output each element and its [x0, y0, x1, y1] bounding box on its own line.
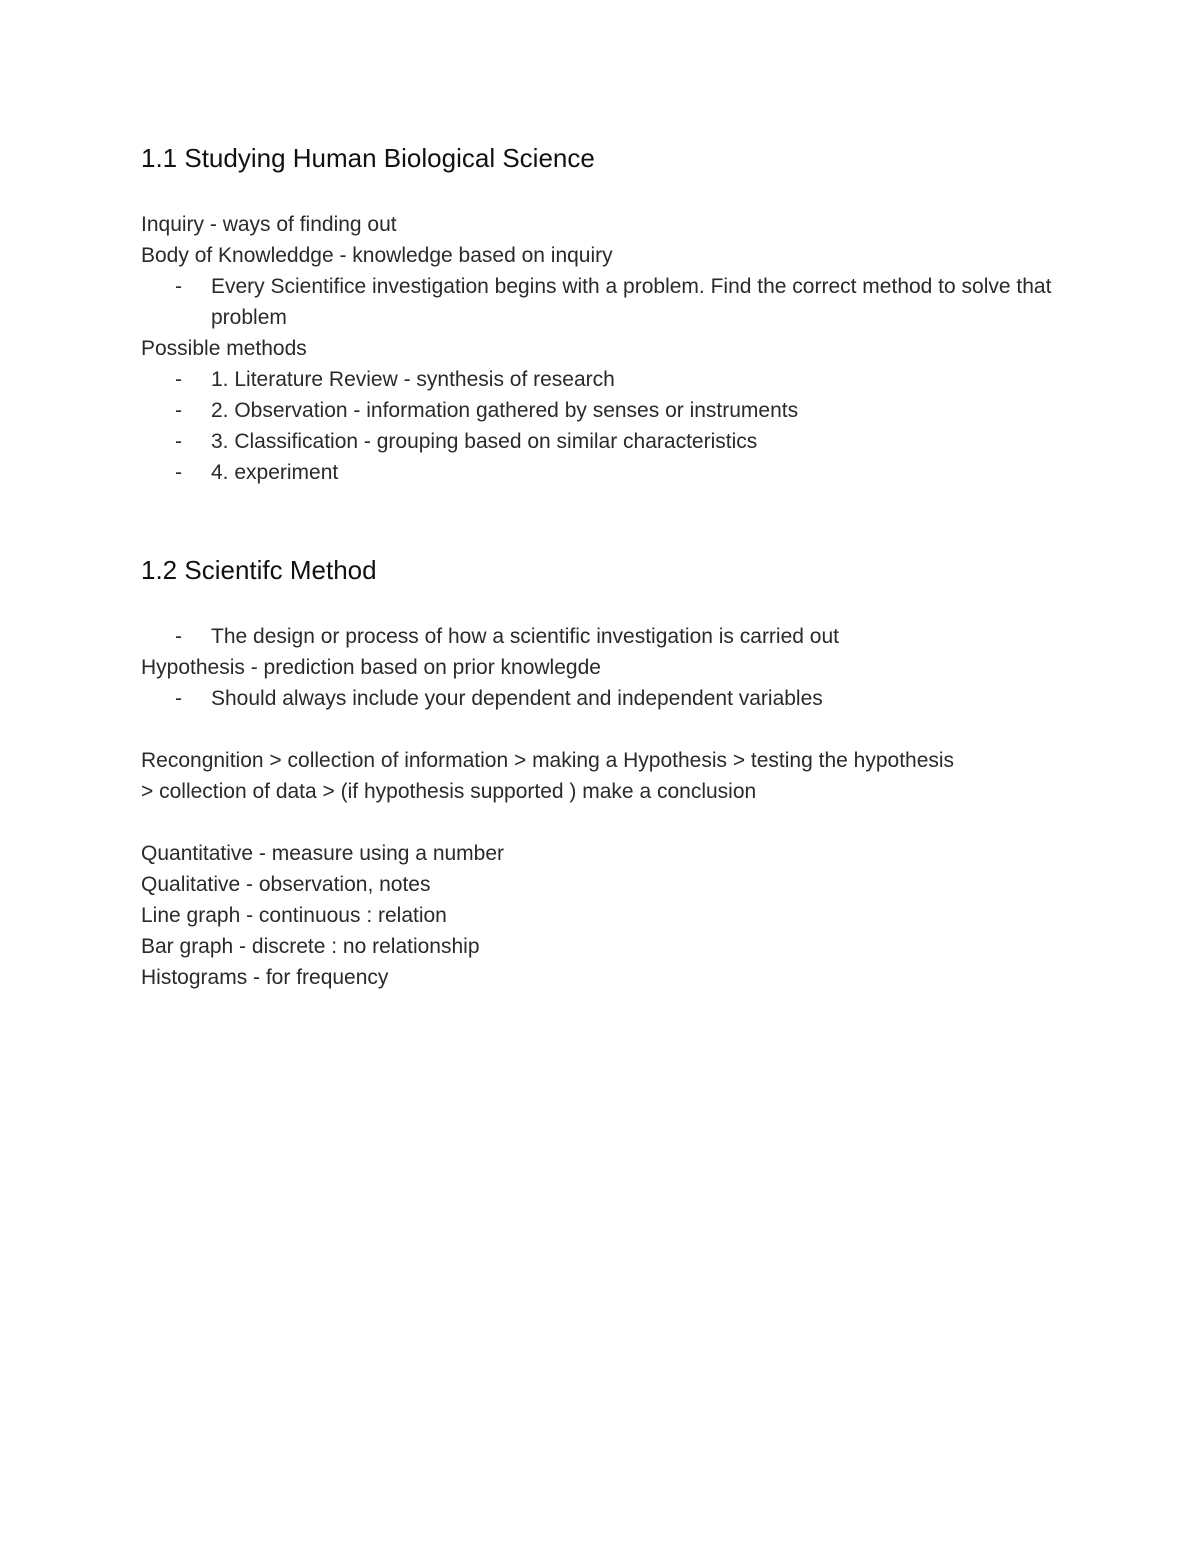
- spacer: [141, 488, 1061, 550]
- spacer: [141, 714, 1061, 745]
- bullet-dash: -: [175, 430, 182, 453]
- section-1-heading: 1.1 Studying Human Biological Science: [141, 143, 595, 173]
- hypothesis-line: Hypothesis - prediction based on prior knowlegde: [141, 656, 601, 679]
- spacer: [141, 807, 1061, 838]
- list-item: [141, 364, 1061, 395]
- list-item-text: 3. Classification - grouping based on similar characteristics: [211, 430, 758, 453]
- spacer: [141, 178, 1061, 209]
- section-2-heading: 1.2 Scientifc Method: [141, 555, 377, 585]
- list-item: [141, 683, 1061, 714]
- bullet-dash: -: [175, 368, 182, 391]
- list-item-text: 4. experiment: [211, 461, 339, 484]
- list-item-text: 1. Literature Review - synthesis of research: [211, 368, 615, 391]
- definition-line: Qualitative - observation, notes: [141, 873, 431, 896]
- definition-line: Histograms - for frequency: [141, 966, 389, 989]
- list-item: [141, 395, 1061, 426]
- definition-line: Line graph - continuous : relation: [141, 904, 447, 927]
- bullet-dash: -: [175, 399, 182, 422]
- body-of-knowledge-line: Body of Knowleddge - knowledge based on inquiry: [141, 244, 613, 267]
- definition-line: Bar graph - discrete : no relationship: [141, 935, 480, 958]
- list-item: [141, 457, 1061, 488]
- spacer: [141, 590, 1061, 621]
- list-item: [141, 621, 1061, 652]
- list-item-text: Should always include your dependent and independent variables: [211, 687, 823, 710]
- list-item: [141, 271, 1061, 333]
- bullet-dash: -: [175, 687, 182, 710]
- process-line-2: > collection of data > (if hypothesis supported ) make a conclusion: [141, 780, 757, 803]
- document-page: [141, 138, 1061, 993]
- bullet-dash: -: [175, 275, 182, 298]
- list-item-text: The design or process of how a scientific investigation is carried out: [211, 625, 839, 648]
- possible-methods-line: Possible methods: [141, 337, 307, 360]
- process-line-1: Recongnition > collection of information > making a Hypothesis > testing the hypothesis: [141, 749, 955, 772]
- bullet-dash: -: [175, 461, 182, 484]
- inquiry-line: Inquiry - ways of finding out: [141, 213, 397, 236]
- list-item-text: Every Scientifice investigation begins with a problem. Find the correct method to solve that problem: [211, 275, 1052, 329]
- definition-line: Quantitative - measure using a number: [141, 842, 505, 865]
- bullet-dash: -: [175, 625, 182, 648]
- list-item: [141, 426, 1061, 457]
- list-item-text: 2. Observation - information gathered by senses or instruments: [211, 399, 799, 422]
